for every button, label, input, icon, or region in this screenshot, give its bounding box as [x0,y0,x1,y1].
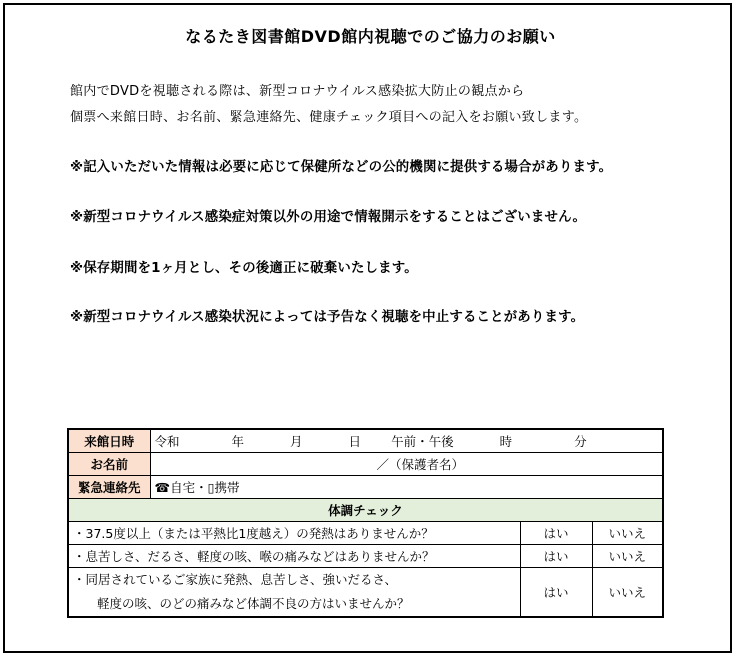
name-field[interactable] [150,452,663,475]
day-text: 日 [348,433,362,449]
intro-line-2: 個票へ来館日時、お名前、緊急連絡先、健康チェック項目への記入をお願い致します。 [70,110,588,125]
answer-yes[interactable]: はい [520,521,592,544]
health-check-header-row [68,498,663,521]
year-text: 年 [231,433,245,449]
home-text: 自宅・ [170,479,208,495]
intro-line-1: 館内でDVDを視聴される際は、新型コロナウイルス感染拡大防止の観点から [70,84,525,99]
minute-text: 分 [574,433,587,449]
question-fever: ・37.5度以上（または平熱比1度越え）の発熱はありませんか？ [68,521,520,544]
mobile-phone-icon: ▯ [207,479,215,495]
health-check-title: 体調チェック [68,498,663,521]
phone-icon: ☎ [154,479,171,495]
health-question-row [68,567,663,617]
answer-yes[interactable]: はい [520,544,592,567]
visit-datetime-label: 来館日時 [68,429,150,452]
notice-public-agency: ※記入いただいた情報は必要に応じて保健所などの公的機関に提供する場合があります。 [70,160,613,175]
contact-field[interactable] [150,475,663,498]
visitor-form [67,428,664,618]
health-question-row [68,544,663,567]
answer-no[interactable]: いいえ [592,544,663,567]
answer-yes[interactable]: はい [520,567,592,617]
mobile-text: 携帯 [214,479,240,495]
era-text: 令和 [154,433,180,449]
question-symptoms: ・息苦しさ、だるさ、軽度の咳、喉の痛みなどはありませんか？ [68,544,520,567]
question-family-line-2: 軽度の咳、のどの痛みなど体調不良の方はいませんか？ [97,595,410,611]
visit-datetime-row [68,429,663,452]
name-label: お名前 [68,452,150,475]
name-row [68,452,663,475]
notice-suspension: ※新型コロナウイルス感染状況によっては予告なく視聴を中止することがあります。 [70,310,585,325]
hour-text: 時 [499,433,513,449]
ampm-text: 午前・午後 [391,433,454,449]
question-family [68,567,520,617]
page-title: なるたき図書館DVD館内視聴でのご協力のお願い [185,27,556,46]
answer-no[interactable]: いいえ [592,567,663,617]
visit-datetime-field[interactable] [150,429,663,452]
contact-row [68,475,663,498]
contact-label: 緊急連絡先 [68,475,150,498]
health-question-row [68,521,663,544]
month-text: 月 [290,433,303,449]
notice-disclosure: ※新型コロナウイルス感染症対策以外の用途で情報開示をすることはございません。 [70,210,587,225]
answer-no[interactable]: いいえ [592,521,663,544]
guardian-name-text: ／（保護者名） [376,456,465,472]
question-family-line-1: ・同居されているご家族に発熱、息苦しさ、強いだるさ、 [73,571,398,587]
notice-retention: ※保存期間を1ヶ月とし、その後適正に破棄いたします。 [70,261,418,276]
